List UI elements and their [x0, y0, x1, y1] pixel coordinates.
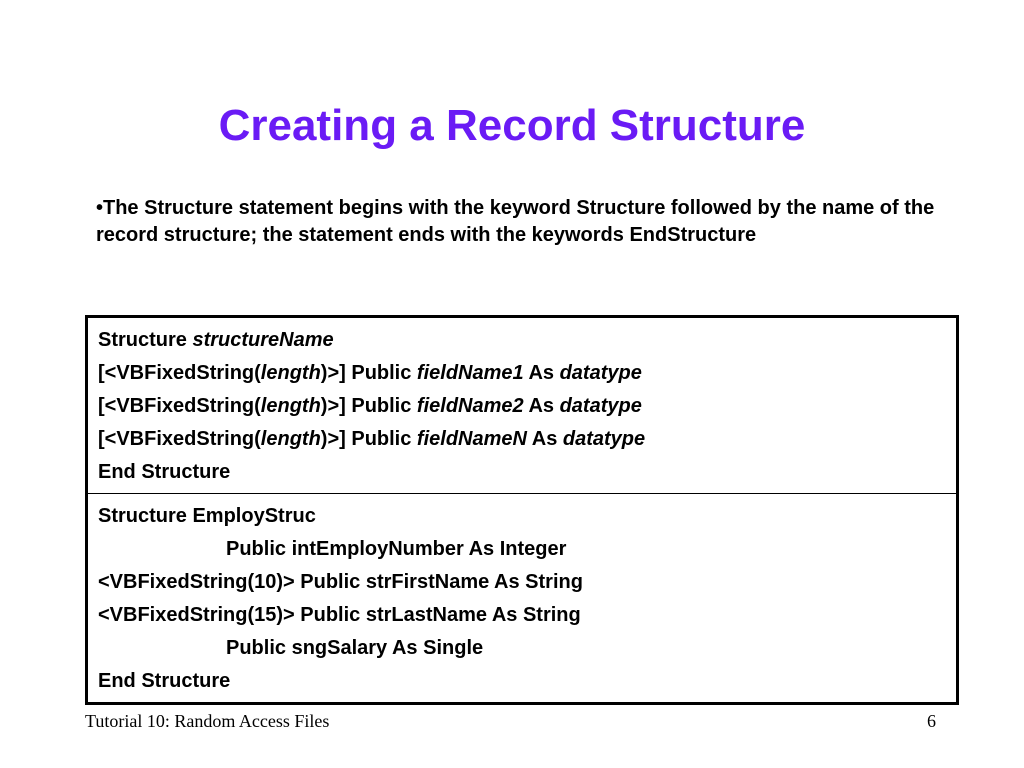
placeholder-field-name: fieldName2: [416, 395, 524, 417]
attribute-prefix: [<VBFixedString(: [98, 428, 261, 450]
placeholder-length: length: [260, 362, 321, 384]
as-keyword: As: [526, 428, 563, 450]
keyword: Structure: [98, 329, 193, 351]
as-keyword: As: [523, 362, 560, 384]
footer-tutorial-title: Tutorial 10: Random Access Files: [85, 711, 330, 731]
bullet-text: •The Structure statement begins with the keyword Structure followed by the name of the record structure; the statement ends with the keywords EndStructure: [96, 197, 935, 246]
syntax-line-structure: [98, 324, 946, 357]
placeholder-datatype: datatype: [559, 395, 642, 417]
attribute-suffix: )>] Public: [320, 362, 417, 384]
placeholder-datatype: datatype: [562, 428, 646, 450]
attribute-suffix: )>] Public: [320, 395, 417, 417]
attribute-prefix: [<VBFixedString(: [98, 362, 261, 384]
example-line: Public intEmployNumber As Integer: [226, 538, 567, 560]
attribute-prefix: [<VBFixedString(: [98, 395, 261, 417]
placeholder-length: length: [260, 428, 321, 450]
footer-page-number: 6: [927, 711, 936, 731]
example-line: Structure EmployStruc: [98, 505, 316, 527]
syntax-line-field-2: [98, 390, 946, 423]
as-keyword: As: [523, 395, 560, 417]
syntax-line-field-1: [98, 357, 946, 390]
example-line: Public sngSalary As Single: [226, 637, 484, 659]
placeholder-field-name: fieldNameN: [416, 428, 527, 450]
example-line: End Structure: [98, 670, 231, 692]
placeholder-field-name: fieldName1: [416, 362, 524, 384]
example-cell: [88, 493, 956, 702]
attribute-suffix: )>] Public: [320, 428, 417, 450]
placeholder-datatype: datatype: [559, 362, 642, 384]
slide-title: Creating a Record Structure: [218, 101, 806, 150]
code-table: [85, 315, 959, 705]
syntax-line-field-n: [98, 423, 946, 456]
placeholder-length: length: [260, 395, 321, 417]
example-line: <VBFixedString(15)> Public strLastName As String: [98, 604, 581, 626]
syntax-cell: [88, 318, 956, 493]
placeholder-structure-name: structureName: [192, 329, 334, 351]
syntax-line-end: End Structure: [98, 461, 231, 483]
example-line: <VBFixedString(10)> Public strFirstName As String: [98, 571, 583, 593]
